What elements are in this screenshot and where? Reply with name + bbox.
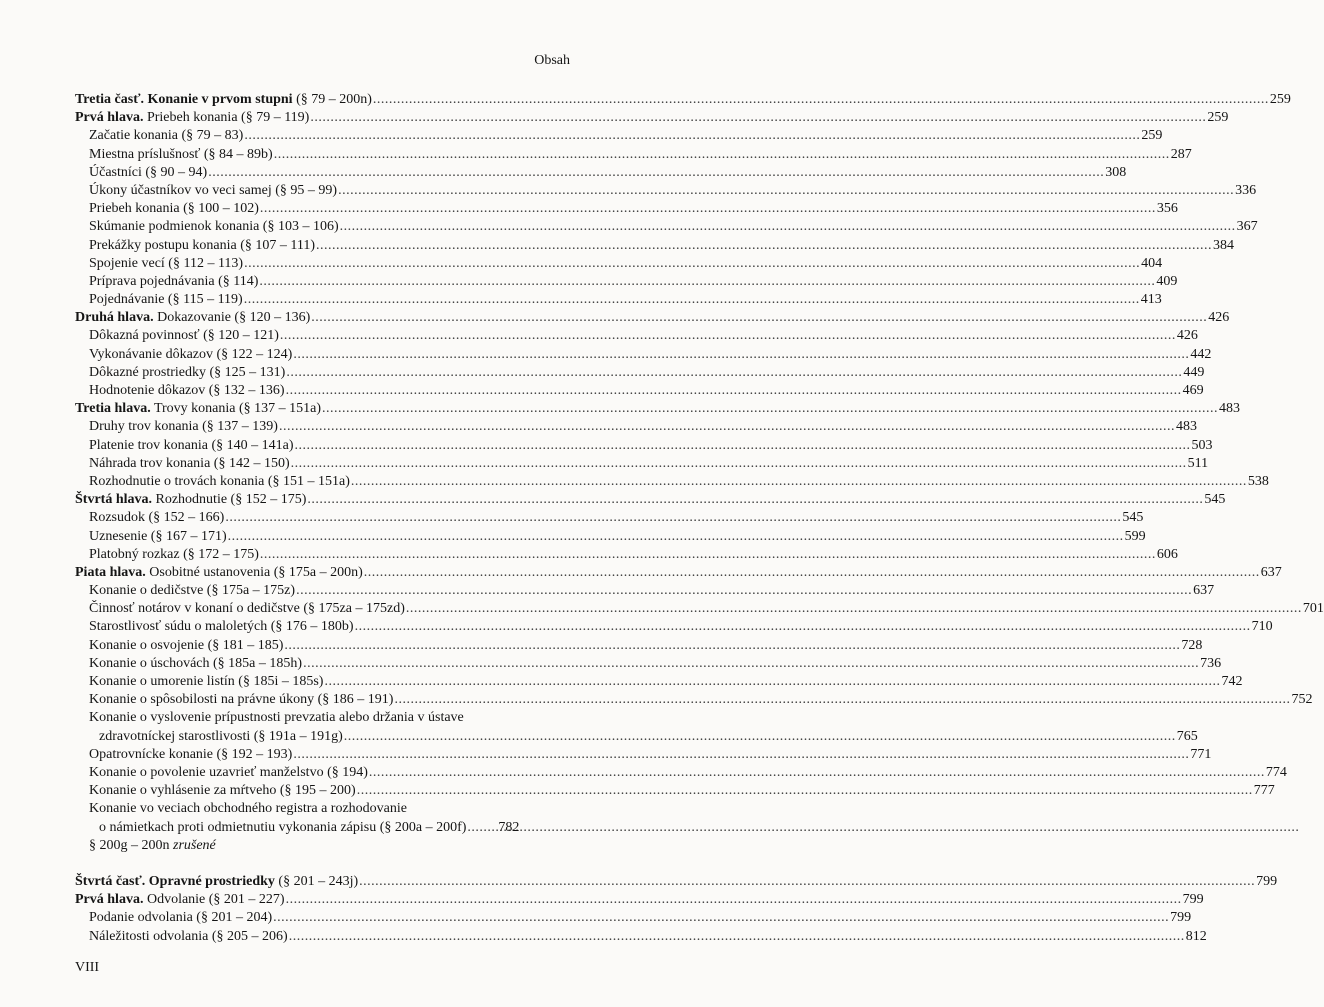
toc-page-number: 442 bbox=[1190, 346, 1212, 362]
toc-entry bbox=[75, 437, 1213, 455]
toc-entry-continuation bbox=[75, 819, 570, 837]
toc-entry bbox=[75, 782, 1275, 800]
dot-leader bbox=[273, 909, 1169, 927]
toc-entry bbox=[75, 618, 1273, 636]
toc-page-number: 259 bbox=[1269, 92, 1291, 107]
dot-leader bbox=[228, 528, 1124, 546]
dot-leader bbox=[359, 873, 1255, 891]
toc-heading-entry bbox=[75, 491, 1226, 509]
dot-leader bbox=[259, 273, 1155, 291]
toc-entry bbox=[75, 327, 1198, 345]
toc-heading-entry bbox=[75, 564, 1282, 582]
toc-entry-label: Prvá hlava. bbox=[75, 892, 144, 908]
toc-entry-text: Vykonávanie dôkazov (§ 122 – 124) bbox=[89, 346, 293, 362]
toc-entry bbox=[75, 600, 1324, 618]
toc-entry bbox=[75, 764, 1287, 782]
toc-page-number: 752 bbox=[1291, 692, 1313, 708]
toc-entry-text: Konanie o vyhlásenie za mŕtveho (§ 195 – 200) bbox=[89, 783, 356, 799]
toc-page-number: 765 bbox=[1176, 728, 1198, 744]
toc-entry bbox=[75, 273, 1178, 291]
toc-entry-title bbox=[89, 364, 285, 382]
toc-entry-title bbox=[89, 255, 243, 273]
toc-entry-title bbox=[89, 928, 288, 946]
toc-entry bbox=[75, 237, 1235, 255]
toc-page-number: 812 bbox=[1185, 928, 1207, 944]
toc-entry-text: Účastníci (§ 90 – 94) bbox=[89, 164, 208, 180]
dot-leader bbox=[406, 600, 1302, 618]
toc-entry-text: Úkony účastníkov vo veci samej (§ 95 – 99) bbox=[89, 182, 338, 198]
page-number: VIII bbox=[75, 960, 100, 975]
toc-entry bbox=[75, 291, 1162, 309]
toc-entry-text: Konanie o osvojenie (§ 181 – 185) bbox=[89, 637, 284, 653]
toc-entry bbox=[75, 146, 1192, 164]
toc-page-number: 483 bbox=[1219, 401, 1241, 417]
toc-page-number: 599 bbox=[1124, 528, 1146, 544]
toc-entry-text: Opatrovnícke konanie (§ 192 – 193) bbox=[89, 746, 293, 762]
toc-entry-bold-title: Konanie v prvom stupni bbox=[147, 92, 293, 107]
toc-entry-text: Pojednávanie (§ 115 – 119) bbox=[89, 292, 243, 308]
toc-entry-text: Hodnotenie dôkazov (§ 132 – 136) bbox=[89, 383, 285, 398]
toc-entry-text: Rozhodnutie (§ 152 – 175) bbox=[152, 492, 307, 508]
toc-entry-title bbox=[89, 327, 279, 345]
toc-entry bbox=[75, 127, 1163, 145]
toc-entry-title bbox=[89, 346, 292, 364]
dot-leader bbox=[364, 564, 1260, 582]
toc-entry-text: Dôkazná povinnosť (§ 120 – 121) bbox=[89, 328, 279, 344]
dot-leader bbox=[324, 673, 1220, 691]
dot-leader bbox=[296, 582, 1192, 600]
toc-heading-entry bbox=[75, 400, 1241, 418]
toc-heading-entry bbox=[75, 91, 1291, 109]
toc-entry bbox=[75, 691, 1313, 709]
toc-page-number: 799 bbox=[1182, 892, 1204, 908]
toc-entry-label: Tretia hlava. bbox=[75, 401, 151, 417]
dot-leader bbox=[344, 728, 1176, 746]
toc-page-number: 782 bbox=[498, 819, 520, 835]
toc-entry-title bbox=[89, 600, 405, 618]
toc-entry-title bbox=[89, 418, 278, 436]
section-gap bbox=[75, 855, 570, 873]
toc-entry-text: Dôkazné prostriedky (§ 125 – 131) bbox=[89, 364, 286, 380]
dot-leader bbox=[303, 655, 1199, 673]
toc-page-number: 409 bbox=[1156, 273, 1178, 289]
toc-entry-text: Skúmanie podmienok konania (§ 103 – 106) bbox=[89, 219, 339, 235]
toc-entry-title bbox=[89, 909, 272, 927]
toc-page-number: 774 bbox=[1265, 764, 1287, 780]
toc-entry-title bbox=[89, 637, 283, 655]
toc-page-number: 736 bbox=[1200, 655, 1222, 671]
toc-page-number: 606 bbox=[1156, 546, 1178, 562]
dot-leader bbox=[316, 237, 1212, 255]
toc-entry-title bbox=[75, 109, 309, 127]
toc-entry-title bbox=[89, 618, 354, 636]
toc-entry bbox=[75, 418, 1197, 436]
toc-entry-text: Činnosť notárov v konaní o dedičstve (§ 175za – 175zd) bbox=[89, 601, 405, 617]
dot-leader bbox=[274, 146, 1170, 164]
toc-page-number: 710 bbox=[1251, 619, 1273, 635]
toc-entry-text: Príprava pojednávania (§ 114) bbox=[89, 273, 259, 289]
toc-page-number: 469 bbox=[1182, 383, 1204, 398]
toc-page-number: 259 bbox=[1207, 110, 1229, 126]
toc-entry-text: Náhrada trov konania (§ 142 – 150) bbox=[89, 455, 290, 471]
dot-leader bbox=[279, 418, 1175, 436]
toc-entry bbox=[75, 637, 1203, 655]
toc-entry-text: Konanie o umorenie listín (§ 185i – 185s) bbox=[89, 674, 324, 689]
dot-leader bbox=[286, 891, 1182, 909]
dot-leader bbox=[293, 346, 1189, 364]
toc-entry-bold-title: Opravné prostriedky bbox=[148, 874, 275, 890]
toc-entry-title bbox=[75, 873, 358, 891]
toc-entry bbox=[75, 528, 1146, 546]
toc-entry bbox=[75, 746, 1212, 764]
toc-entry-title bbox=[89, 291, 243, 309]
dot-leader bbox=[357, 782, 1253, 800]
toc-entry bbox=[75, 164, 1127, 182]
toc-entry bbox=[75, 582, 1215, 600]
toc-entry-title bbox=[89, 200, 259, 218]
toc-page-number: 413 bbox=[1140, 292, 1162, 308]
toc-page-number: 287 bbox=[1170, 146, 1192, 162]
dot-leader bbox=[394, 691, 1290, 709]
toc-entry bbox=[75, 364, 1205, 382]
toc-page-number: 259 bbox=[1141, 128, 1163, 144]
toc-page-number: 728 bbox=[1181, 637, 1203, 653]
toc-page-number: 799 bbox=[1170, 910, 1192, 926]
toc-entry-title bbox=[89, 782, 356, 800]
dot-leader bbox=[369, 764, 1265, 782]
toc-entry-text: Dokazovanie (§ 120 – 136) bbox=[153, 310, 311, 326]
dot-leader bbox=[244, 127, 1140, 145]
dot-leader bbox=[311, 309, 1207, 327]
toc-page-number: 545 bbox=[1122, 510, 1144, 526]
toc-entry-title bbox=[89, 218, 339, 236]
dot-leader bbox=[286, 382, 1182, 400]
toc-entry-text: Konanie o dedičstve (§ 175a – 175z) bbox=[89, 583, 296, 599]
toc-entry bbox=[75, 346, 1212, 364]
toc-entry-title bbox=[75, 400, 321, 418]
toc-entry bbox=[75, 509, 1144, 527]
toc-entry-title bbox=[89, 455, 290, 473]
toc-page-number: 336 bbox=[1235, 182, 1257, 198]
toc-entry-text: Náležitosti odvolania (§ 205 – 206) bbox=[89, 928, 288, 944]
toc-entry-title bbox=[75, 91, 372, 109]
toc-entry-title bbox=[89, 746, 292, 764]
toc-entry-title bbox=[89, 164, 207, 182]
dot-leader bbox=[293, 746, 1189, 764]
toc-entry-title: o námietkach proti odmietnutiu vykonania zápisu (§ 200a – 200f) bbox=[99, 819, 467, 835]
toc-entry-text: Rozsudok (§ 152 – 166) bbox=[89, 510, 225, 526]
toc-entry-label: Druhá hlava. bbox=[75, 310, 154, 326]
toc-page-number: 545 bbox=[1204, 492, 1226, 508]
toc-entry-text: Priebeh konania (§ 79 – 119) bbox=[143, 110, 310, 126]
toc-entry-text: Druhy trov konania (§ 137 – 139) bbox=[89, 419, 278, 435]
toc-entry-text: Rozhodnutie o trovách konania (§ 151 – 151a) bbox=[89, 473, 350, 489]
toc-entry bbox=[75, 546, 1178, 564]
dot-leader bbox=[289, 928, 1185, 946]
toc-heading-entry bbox=[75, 109, 1229, 127]
dot-leader bbox=[280, 327, 1176, 345]
dot-leader bbox=[284, 637, 1180, 655]
toc-page-number: 356 bbox=[1156, 201, 1178, 217]
toc-entry-text: Začatie konania (§ 79 – 83) bbox=[89, 128, 244, 144]
dot-leader bbox=[355, 618, 1251, 636]
toc-entry-label: Prvá hlava. bbox=[75, 110, 144, 126]
toc-entry-text: Konanie o spôsobilosti na právne úkony (§ 186 – 191) bbox=[89, 692, 394, 708]
toc-entry-text: Konanie o povolenie uzavrieť manželstvo (§ 194) bbox=[89, 764, 368, 780]
toc-entry-title bbox=[89, 437, 294, 455]
toc-page-number: 777 bbox=[1253, 783, 1275, 799]
toc-entry-title bbox=[89, 764, 368, 782]
toc-entry bbox=[75, 218, 1258, 236]
dot-leader bbox=[260, 200, 1156, 218]
toc-entry-text: Trovy konania (§ 137 – 151a) bbox=[150, 401, 322, 417]
toc-entry-text: Platobný rozkaz (§ 172 – 175) bbox=[89, 546, 259, 562]
dot-leader bbox=[260, 546, 1156, 564]
toc-entry-title bbox=[89, 127, 243, 145]
toc-entry-text: (§ 201 – 243j) bbox=[274, 874, 359, 890]
toc-entry-text: Miestna príslušnosť (§ 84 – 89b) bbox=[89, 146, 273, 162]
toc-entry-text: Uznesenie (§ 167 – 171) bbox=[89, 528, 227, 544]
toc-entry-text: Odvolanie (§ 201 – 227) bbox=[143, 892, 285, 908]
dot-leader bbox=[291, 455, 1187, 473]
toc-entry-title bbox=[89, 546, 259, 564]
dot-leader bbox=[307, 491, 1203, 509]
toc-page-number: 308 bbox=[1105, 164, 1127, 180]
toc-entry-title: zdravotníckej starostlivosti (§ 191a – 191g) bbox=[99, 728, 343, 744]
toc-note bbox=[75, 837, 570, 855]
toc-entry bbox=[75, 928, 1207, 946]
toc-page-number: 426 bbox=[1176, 328, 1198, 344]
toc-page-number: 511 bbox=[1187, 455, 1209, 471]
toc-heading-entry bbox=[75, 873, 1278, 891]
toc-entry-title bbox=[75, 309, 310, 327]
toc-entry-title bbox=[89, 182, 337, 200]
toc-entry bbox=[75, 673, 1243, 691]
toc-entry-line: Konanie o vyslovenie prípustnosti prevzatia alebo držania v ústave bbox=[89, 710, 464, 726]
toc-entry bbox=[75, 382, 1204, 400]
toc-page-number: 799 bbox=[1256, 874, 1278, 890]
dot-leader bbox=[244, 291, 1140, 309]
toc-entry-text: Platenie trov konania (§ 140 – 141a) bbox=[89, 437, 294, 453]
toc-heading-entry bbox=[75, 891, 1204, 909]
toc-page-number: 384 bbox=[1213, 237, 1235, 253]
toc-entry-text: Starostlivosť súdu o maloletých (§ 176 – 180b) bbox=[89, 619, 354, 635]
toc-entry bbox=[75, 200, 1178, 218]
toc-entry bbox=[75, 473, 1269, 491]
toc-entry-text: Priebeh konania (§ 100 – 102) bbox=[89, 201, 259, 217]
toc-entry-title bbox=[89, 655, 302, 673]
toc-note-text: § 200g – 200n bbox=[89, 837, 173, 853]
toc-page-number: 449 bbox=[1183, 364, 1205, 380]
dot-leader bbox=[322, 400, 1218, 418]
toc-page-number: 404 bbox=[1141, 255, 1163, 271]
toc-entry-label: Tretia časť. bbox=[75, 92, 144, 107]
toc-entry-title bbox=[75, 891, 285, 909]
toc-page-number: 503 bbox=[1191, 437, 1213, 453]
toc-note-italic: zrušené bbox=[173, 837, 216, 853]
toc-heading-entry bbox=[75, 309, 1230, 327]
running-head: Obsah bbox=[534, 53, 570, 68]
toc-page-number: 637 bbox=[1260, 564, 1282, 580]
dot-leader bbox=[310, 109, 1206, 127]
toc-entry-text: Konanie o úschovách (§ 185a – 185h) bbox=[89, 655, 303, 671]
toc-page-number: 538 bbox=[1247, 473, 1269, 489]
toc-entry-text: Prekážky postupu konania (§ 107 – 111) bbox=[89, 237, 316, 253]
toc-page-number: 426 bbox=[1208, 310, 1230, 326]
toc-entry-continuation bbox=[75, 728, 1198, 746]
dot-leader bbox=[244, 255, 1140, 273]
toc-entry-title bbox=[89, 273, 258, 291]
toc-page-number: 367 bbox=[1236, 219, 1258, 235]
toc-entry-label: Štvrtá časť. bbox=[75, 874, 146, 890]
toc-page-number: 742 bbox=[1221, 674, 1243, 689]
toc-entry-title bbox=[89, 473, 350, 491]
toc-page-number: 771 bbox=[1190, 746, 1212, 762]
toc-entry bbox=[75, 455, 1209, 473]
toc-entry-title bbox=[89, 237, 315, 255]
toc-entry-title bbox=[89, 528, 227, 546]
toc-entry-title bbox=[89, 146, 273, 164]
dot-leader bbox=[338, 182, 1234, 200]
toc-entry bbox=[75, 909, 1192, 927]
dot-leader bbox=[351, 473, 1247, 491]
toc-entry-title bbox=[75, 564, 363, 582]
toc-entry-title bbox=[89, 582, 295, 600]
toc-entry-title bbox=[89, 691, 393, 709]
toc-entry bbox=[75, 255, 1163, 273]
toc-entry-title bbox=[89, 509, 224, 527]
dot-leader bbox=[208, 164, 1104, 182]
dot-leader bbox=[295, 437, 1191, 455]
dot-leader bbox=[340, 218, 1236, 236]
dot-leader bbox=[467, 819, 497, 837]
toc-page-number: 483 bbox=[1175, 419, 1197, 435]
toc-page-number: 701 bbox=[1302, 601, 1324, 617]
toc-entry-title bbox=[75, 491, 306, 509]
toc-entry-title bbox=[89, 673, 323, 691]
toc-entry-label: Piata hlava. bbox=[75, 564, 146, 580]
dot-leader bbox=[225, 509, 1121, 527]
toc-entry-label: Štvrtá hlava. bbox=[75, 492, 152, 508]
dot-leader bbox=[373, 91, 1269, 109]
toc-page-number: 637 bbox=[1193, 583, 1215, 599]
toc-entry-title bbox=[89, 382, 285, 400]
toc-entry-text: Podanie odvolania (§ 201 – 204) bbox=[89, 910, 273, 926]
toc-entry bbox=[75, 182, 1257, 200]
toc-entry bbox=[75, 655, 1222, 673]
toc-entry-line: Konanie vo veciach obchodného registra a rozhodovanie bbox=[89, 801, 407, 817]
toc-entry-text: Spojenie vecí (§ 112 – 113) bbox=[89, 255, 244, 271]
dot-leader bbox=[286, 364, 1182, 382]
toc-entry-text: Osobitné ustanovenia (§ 175a – 200n) bbox=[145, 564, 363, 580]
toc-entry-text: (§ 79 – 200n) bbox=[292, 92, 372, 107]
table-of-contents bbox=[75, 91, 1324, 946]
